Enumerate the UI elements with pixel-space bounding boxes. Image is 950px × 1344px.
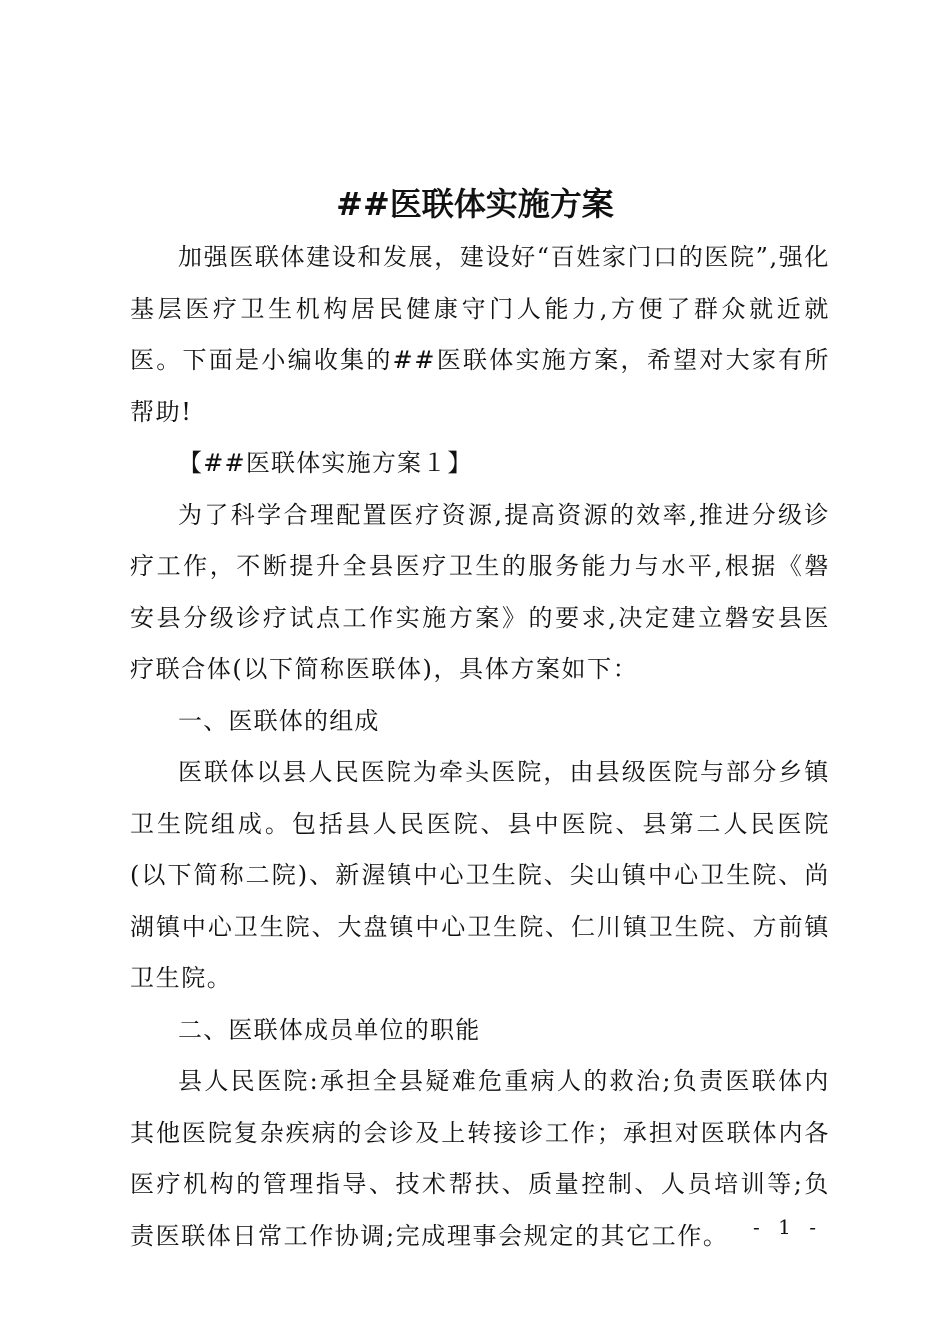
- section-heading-functions: 二、医联体成员单位的职能: [178, 1015, 481, 1044]
- page-number: - 1 -: [753, 1215, 822, 1239]
- purpose-paragraph: 为了科学合理配置医疗资源,提高资源的效率,推进分级诊疗工作，不断提升全县医疗卫生的服务能力与水平,根据《磐安县分级诊疗试点工作实施方案》的要求,决定建立磐安县医疗联合体(以下简称医联体)，具体方案如下：: [130, 500, 830, 683]
- functions-paragraph: 县人民医院:承担全县疑难危重病人的救治;负责医联体内其他医院复杂疾病的会诊及上转接诊工作；承担对医联体内各医疗机构的管理指导、技术帮扶、质量控制、人员培训等;负责医联体日常工作协调;完成理事会规定的其它工作。: [130, 1067, 830, 1250]
- section-heading-plan-1: 【##医联体实施方案１】: [178, 449, 473, 477]
- composition-paragraph: 医联体以县人民医院为牵头医院，由县级医院与部分乡镇卫生院组成。包括县人民医院、县中医院、县第二人民医院(以下简称二院)、新渥镇中心卫生院、尖山镇中心卫生院、尚湖镇中心卫生院、大盘镇中心卫生院、仁川镇卫生院、方前镇卫生院。: [130, 758, 830, 992]
- intro-paragraph: 加强医联体建设和发展，建设好“百姓家门口的医院”,强化基层医疗卫生机构居民健康守门人能力,方便了群众就近就医。下面是小编收集的##医联体实施方案，希望对大家有所帮助!: [130, 243, 830, 426]
- document-title: ##医联体实施方案: [336, 185, 614, 223]
- document-body: [130, 232, 830, 1262]
- section-heading-composition: 一、医联体的组成: [178, 706, 380, 735]
